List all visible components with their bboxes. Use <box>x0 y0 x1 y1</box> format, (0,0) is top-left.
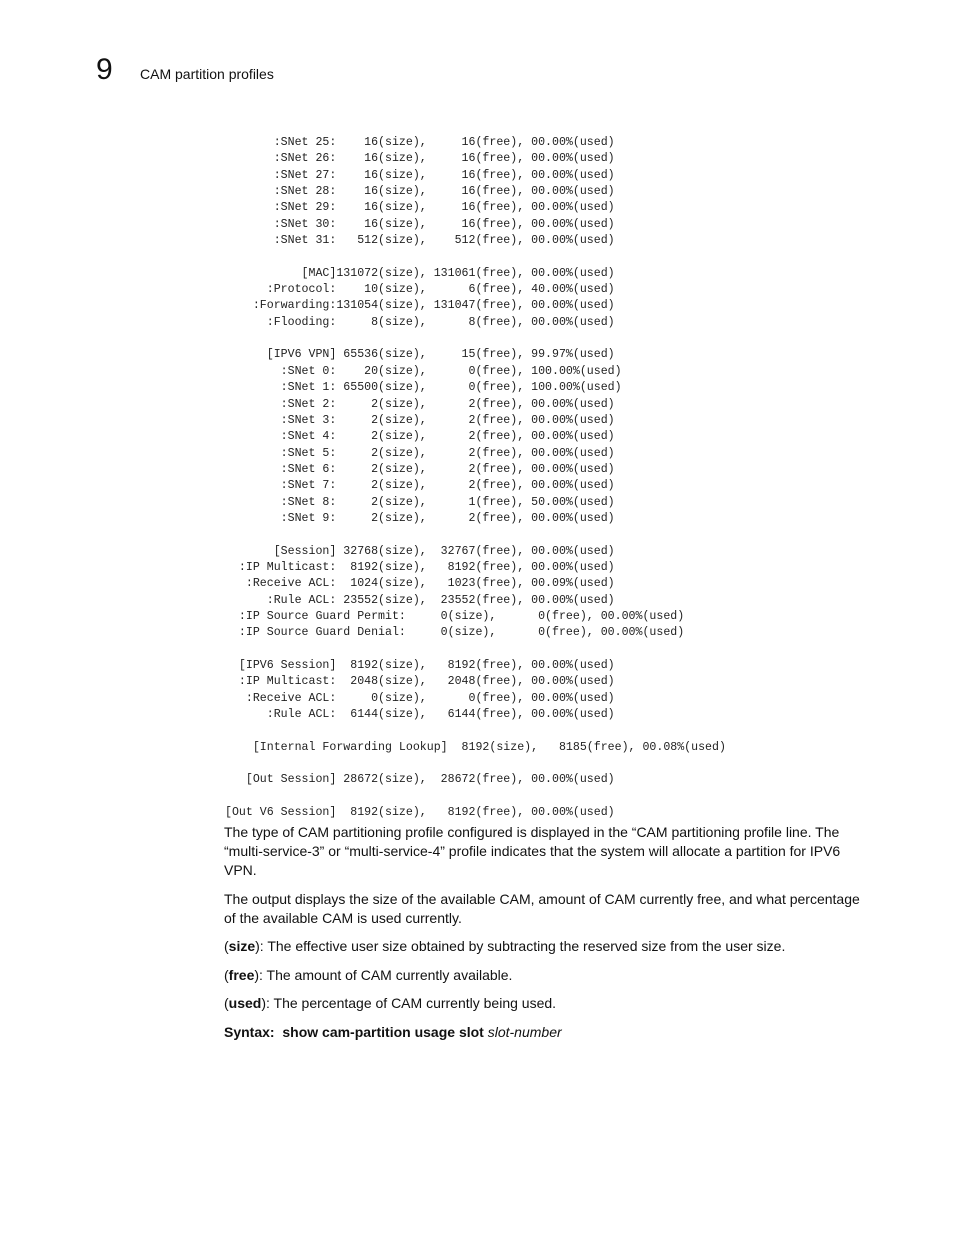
cli-output-line: :SNet 31: 512(size), 512(free), 00.00%(used) <box>225 234 615 248</box>
used-open-paren: ( <box>224 995 229 1011</box>
size-open-paren: ( <box>224 938 229 954</box>
cli-output-line: :Receive ACL: 1024(size), 1023(free), 00.09%(used) <box>225 577 615 591</box>
cli-output-line: :SNet 25: 16(size), 16(free), 00.00%(used) <box>225 136 615 149</box>
cli-output-line: :Flooding: 8(size), 8(free), 00.00%(used) <box>225 315 615 329</box>
free-open-paren: ( <box>224 966 229 983</box>
size-term: size <box>228 938 256 954</box>
cli-output-line: [Out Session] 28672(size), 28672(free), 00.00%(used) <box>225 773 615 787</box>
syntax-command: show cam-partition usage slot <box>282 1023 484 1040</box>
cli-output-line: :IP Source Guard Denial: 0(size), 0(free), 00.00%(used) <box>225 626 685 640</box>
chapter-title: CAM partition profiles <box>140 66 274 82</box>
profile-description-paragraph: The type of CAM partitioning profile configured is displayed in the “CAM partitioning profile line. The “multi-service-3” or “multi-service-4” profile indicates that the system will allocate a partition for IPV6 VPN. <box>224 824 841 878</box>
used-term: used <box>228 995 262 1011</box>
free-term: free <box>228 966 255 983</box>
cli-output-line: :SNet 28: 16(size), 16(free), 00.00%(used) <box>225 185 615 199</box>
used-description: ): The percentage of CAM currently being used. <box>261 995 557 1011</box>
cli-output-line: :Forwarding:131054(size), 131047(free), 00.00%(used) <box>225 299 615 313</box>
cli-output-line: [Internal Forwarding Lookup] 8192(size), 8185(free), 00.08%(used) <box>225 740 726 754</box>
cli-output-line: :IP Multicast: 2048(size), 2048(free), 00.00%(used) <box>225 675 615 689</box>
free-description: ): The amount of CAM currently available. <box>254 966 513 983</box>
cli-output-line: :SNet 29: 16(size), 16(free), 00.00%(used) <box>225 201 615 215</box>
cli-output-line: :SNet 3: 2(size), 2(free), 00.00%(used) <box>225 413 615 427</box>
cli-output-line: [IPV6 Session] 8192(size), 8192(free), 00.00%(used) <box>225 659 615 672</box>
body-text <box>224 823 874 1051</box>
cli-output-line: :SNet 2: 2(size), 2(free), 00.00%(used) <box>225 397 615 411</box>
cli-output-line: :SNet 7: 2(size), 2(free), 00.00%(used) <box>225 479 615 493</box>
size-definition <box>224 937 874 956</box>
cli-output-line: :Receive ACL: 0(size), 0(free), 00.00%(used) <box>225 691 615 705</box>
cli-output-line: :Rule ACL: 6144(size), 6144(free), 00.00%(used) <box>225 708 615 722</box>
output-description-paragraph: The output displays the size of the available CAM, amount of CAM currently free, and what percentage of the available CAM is used currently. <box>224 890 860 926</box>
syntax-label: Syntax: <box>224 1023 275 1040</box>
free-definition <box>224 966 874 985</box>
syntax-parameter: slot-number <box>487 1023 562 1040</box>
cli-output-line: :IP Source Guard Permit: 0(size), 0(free), 00.00%(used) <box>225 609 685 623</box>
cli-output-line: [Session] 32768(size), 32767(free), 00.00%(used) <box>225 544 615 558</box>
cli-output-line: [MAC]131072(size), 131061(free), 00.00%(used) <box>225 266 615 280</box>
size-description: ): The effective user size obtained by subtracting the reserved size from the user size. <box>255 938 786 954</box>
used-definition <box>224 994 874 1013</box>
cli-output-line: :SNet 27: 16(size), 16(free), 00.00%(used) <box>225 168 615 182</box>
cli-output-line: :IP Multicast: 8192(size), 8192(free), 00.00%(used) <box>225 560 615 574</box>
cli-output-line: [Out V6 Session] 8192(size), 8192(free), 00.00%(used) <box>225 806 615 820</box>
cli-output-line: :SNet 5: 2(size), 2(free), 00.00%(used) <box>225 446 615 460</box>
chapter-number: 9 <box>96 53 113 86</box>
cli-output-block <box>225 135 726 821</box>
cli-output-line: :SNet 8: 2(size), 1(free), 50.00%(used) <box>225 495 615 509</box>
cli-output-line: :SNet 26: 16(size), 16(free), 00.00%(used) <box>225 152 615 166</box>
cli-output-line: :SNet 9: 2(size), 2(free), 00.00%(used) <box>225 511 615 525</box>
cli-output-line: :SNet 0: 20(size), 0(free), 100.00%(used) <box>225 364 622 378</box>
cli-output-line: :SNet 1: 65500(size), 0(free), 100.00%(used) <box>225 381 622 395</box>
syntax-line <box>224 1023 874 1042</box>
cli-output-line: :Rule ACL: 23552(size), 23552(free), 00.00%(used) <box>225 593 615 607</box>
cli-output-line: :SNet 4: 2(size), 2(free), 00.00%(used) <box>225 430 615 444</box>
cli-output-line: :SNet 6: 2(size), 2(free), 00.00%(used) <box>225 462 615 476</box>
cli-output-line: :Protocol: 10(size), 6(free), 40.00%(used) <box>225 283 615 297</box>
cli-output-line: :SNet 30: 16(size), 16(free), 00.00%(used) <box>225 217 615 231</box>
cli-output-line: [IPV6 VPN] 65536(size), 15(free), 99.97%(used) <box>225 348 615 362</box>
